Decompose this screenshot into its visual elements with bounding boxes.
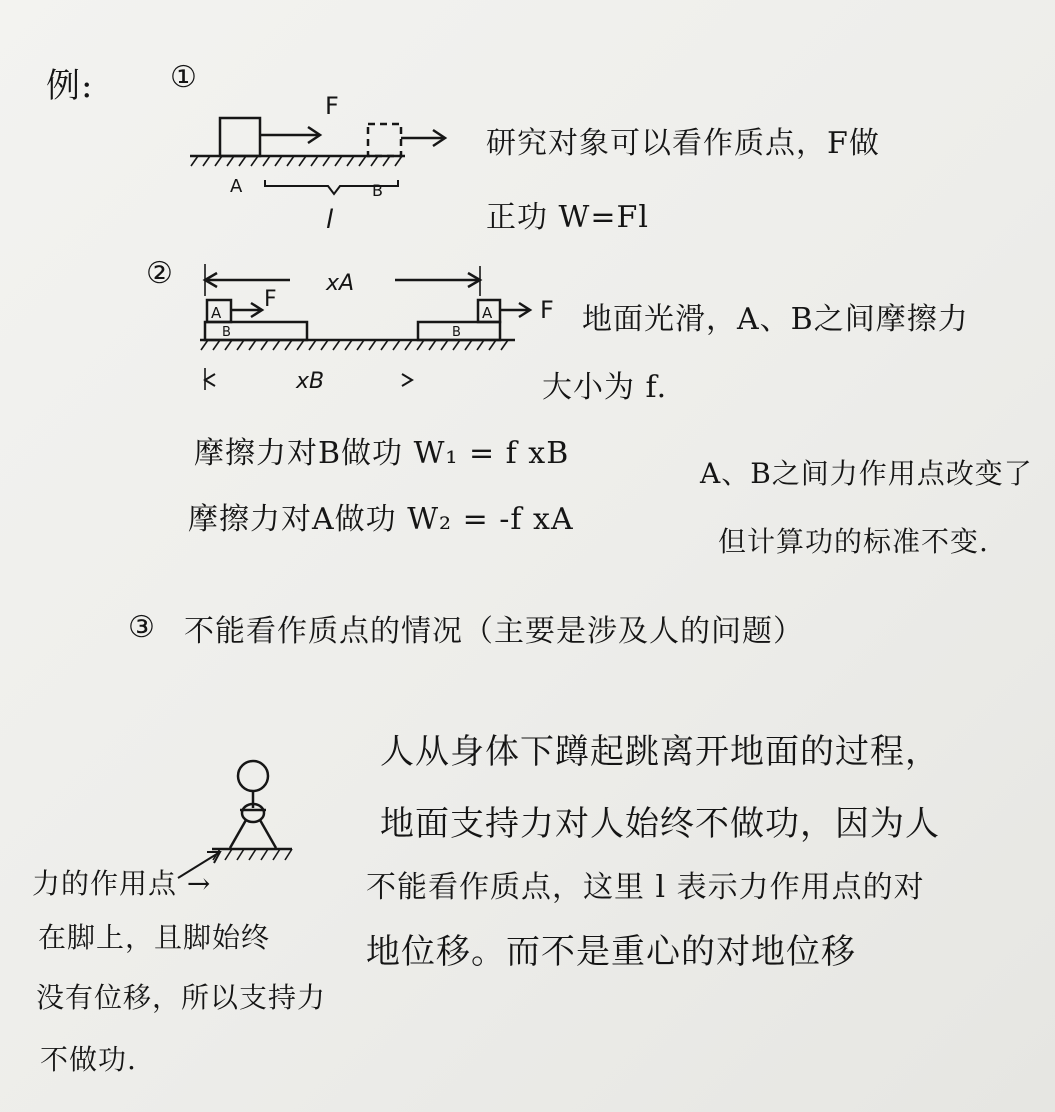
ground-hatching	[191, 156, 402, 166]
ex3-left-note-line4: 不做功.	[40, 1043, 137, 1076]
ex3-title: 不能看作质点的情况（主要是涉及人的问题）	[184, 614, 804, 649]
ex3-left-note-line2: 在脚上，且脚始终	[38, 921, 271, 954]
example-1-diagram	[190, 118, 445, 194]
ex1-note-line2: 正功 W=Fl	[486, 200, 649, 235]
head	[238, 761, 268, 791]
stick-figure-diagram	[178, 761, 292, 878]
left-leg	[230, 820, 246, 848]
example-2-diagram	[200, 264, 530, 390]
ex1-label-a: A	[230, 176, 243, 197]
ex2-note-line1: 地面光滑，A、B之间摩擦力	[582, 302, 969, 337]
right-leg	[260, 820, 276, 848]
heading-label: 例:	[46, 66, 94, 106]
example-2-number: ②	[146, 256, 174, 291]
block-b-initial	[205, 322, 307, 340]
ex2-block-b-1: B	[222, 325, 231, 340]
example-3-number: ③	[128, 610, 156, 645]
ex2-side-note-line1: A、B之间力作用点改变了	[700, 457, 1033, 490]
ex1-displacement-label: l	[326, 205, 334, 235]
ex3-para-line4: 地位移。而不是重心的对地位移	[366, 932, 856, 972]
ex3-left-note-line3: 没有位移，所以支持力	[36, 981, 327, 1014]
example-1-number: ①	[170, 60, 198, 95]
ex3-para-line3: 不能看作质点，这里 l 表示力作用点的对	[366, 870, 925, 905]
ground-hatching-2	[201, 340, 508, 350]
ex2-force-label-1: F	[264, 287, 277, 312]
block-b-final	[368, 124, 401, 156]
ex2-block-a-1: A	[211, 304, 222, 322]
ex2-work-b: 摩擦力对B做功 W₁ = f xB	[194, 436, 570, 471]
ex2-block-a-2: A	[482, 304, 493, 322]
ex3-left-note-line1: 力的作用点 →	[32, 867, 212, 900]
ex3-para-line2: 地面支持力对人始终不做功，因为人	[380, 804, 940, 844]
ex3-para-line1: 人从身体下蹲起跳离开地面的过程，	[380, 732, 940, 772]
xb-arrowhead	[402, 374, 412, 386]
ex1-label-b: B	[372, 181, 383, 200]
ex2-note-line2: 大小为 f.	[542, 370, 668, 405]
block-a-initial	[220, 118, 260, 156]
ex2-work-a: 摩擦力对A做功 W₂ = -f xA	[188, 502, 574, 537]
ex1-note-line1: 研究对象可以看作质点，F做	[486, 126, 880, 161]
ex2-force-label-2: F	[540, 296, 554, 324]
ex2-xa-label: xA	[326, 271, 355, 296]
ex2-block-b-2: B	[452, 325, 461, 340]
ex1-force-label: F	[325, 92, 339, 120]
ex2-side-note-line2: 但计算功的标准不变.	[718, 525, 989, 558]
ex2-xb-label: xB	[296, 369, 325, 394]
